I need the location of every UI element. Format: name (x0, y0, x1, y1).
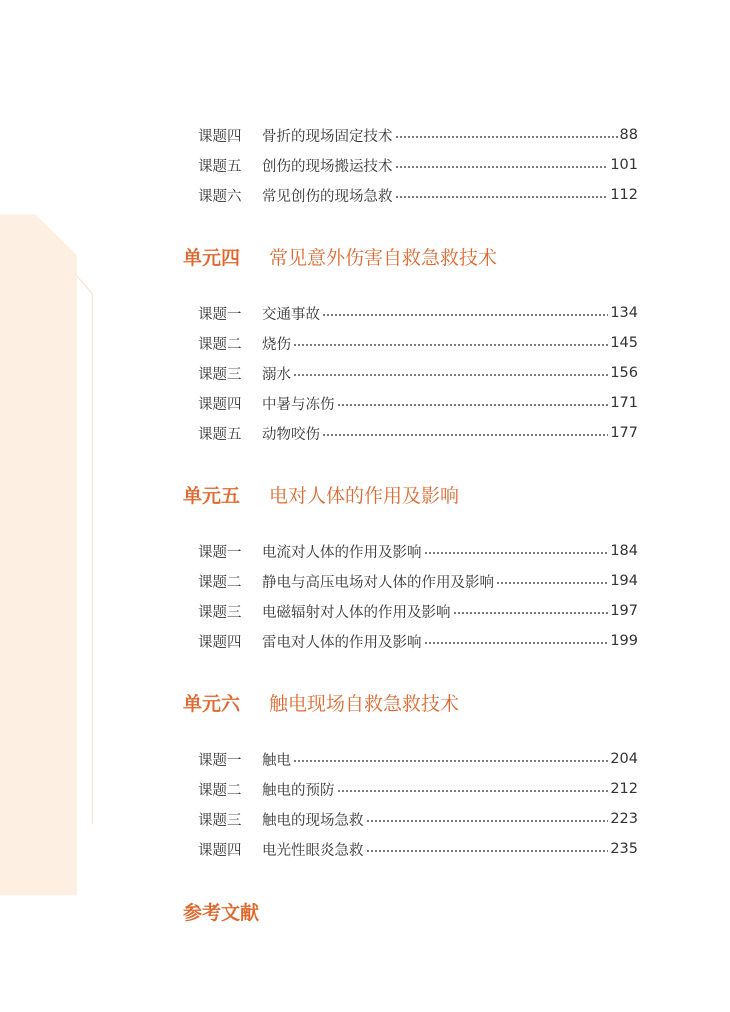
toc-entry[interactable] (198, 154, 638, 176)
lesson-title: 触电的现场急救 (262, 812, 364, 829)
lesson-title: 中暑与冻伤 (262, 396, 335, 413)
page-number: 145 (610, 335, 638, 351)
unit-title: 触电现场自救急救技术 (269, 692, 460, 715)
dot-leader (395, 159, 609, 171)
lesson-number: 课题二 (198, 574, 242, 591)
unit-number: 单元四 (183, 246, 241, 269)
lesson-number: 课题三 (198, 812, 242, 829)
lesson-title: 交通事故 (262, 306, 320, 323)
toc-entry[interactable] (198, 392, 638, 414)
lesson-number: 课题五 (198, 426, 242, 443)
page-number: 101 (610, 157, 638, 173)
page-number: 204 (610, 751, 638, 767)
page-number: 223 (610, 811, 638, 827)
toc-entry[interactable] (198, 808, 638, 830)
dot-leader (322, 307, 608, 319)
lesson-number: 课题一 (198, 752, 242, 769)
toc-entry[interactable] (198, 778, 638, 800)
lesson-number: 课题一 (198, 544, 242, 561)
references-heading[interactable]: 参考文献 (183, 902, 260, 924)
dot-leader (366, 843, 609, 855)
dot-leader (293, 753, 608, 765)
unit-heading[interactable] (183, 480, 459, 508)
lesson-title: 电磁辐射对人体的作用及影响 (262, 604, 451, 621)
unit-number: 单元五 (183, 484, 241, 507)
lesson-number: 课题三 (198, 366, 242, 383)
lesson-number: 课题六 (198, 188, 242, 205)
lesson-title: 电流对人体的作用及影响 (262, 544, 422, 561)
dot-leader (424, 545, 609, 557)
lesson-title: 动物咬伤 (262, 426, 320, 443)
lesson-number: 课题二 (198, 336, 242, 353)
toc-entry[interactable] (198, 540, 638, 562)
unit-heading[interactable] (183, 688, 459, 716)
toc-entry[interactable] (198, 302, 638, 324)
dot-leader (322, 427, 608, 439)
lesson-number: 课题五 (198, 158, 242, 175)
page-number: 171 (610, 395, 638, 411)
toc-entry[interactable] (198, 184, 638, 206)
page-number: 112 (610, 187, 638, 203)
toc-entry[interactable] (198, 630, 638, 652)
unit-number: 单元六 (183, 692, 241, 715)
dot-leader (366, 813, 609, 825)
toc-entry[interactable] (198, 124, 638, 146)
lesson-number: 课题四 (198, 128, 242, 145)
lesson-number: 课题四 (198, 842, 242, 859)
dot-leader (395, 189, 609, 201)
lesson-number: 课题四 (198, 634, 242, 651)
lesson-title: 溺水 (262, 366, 291, 383)
unit-title: 电对人体的作用及影响 (269, 484, 460, 507)
page-number: 235 (610, 841, 638, 857)
dot-leader (337, 783, 609, 795)
toc-entry[interactable] (198, 422, 638, 444)
lesson-title: 静电与高压电场对人体的作用及影响 (262, 574, 494, 591)
lesson-number: 课题四 (198, 396, 242, 413)
dot-leader (496, 575, 608, 587)
page-number: 212 (610, 781, 638, 797)
dot-leader (395, 129, 618, 141)
lesson-title: 触电 (262, 752, 291, 769)
lesson-title: 创伤的现场搬运技术 (262, 158, 393, 175)
page-number: 197 (610, 603, 638, 619)
dot-leader (424, 635, 609, 647)
toc-entry[interactable] (198, 570, 638, 592)
page-number: 177 (610, 425, 638, 441)
toc-entry[interactable] (198, 600, 638, 622)
page-number: 156 (610, 365, 638, 381)
page-number: 194 (610, 573, 638, 589)
toc-entry[interactable] (198, 332, 638, 354)
lesson-title: 骨折的现场固定技术 (262, 128, 393, 145)
lesson-number: 课题二 (198, 782, 242, 799)
toc-entry[interactable] (198, 362, 638, 384)
page-number: 88 (619, 127, 638, 143)
unit-heading[interactable] (183, 242, 497, 270)
unit-title: 常见意外伤害自救急救技术 (269, 246, 498, 269)
dot-leader (453, 605, 609, 617)
dot-leader (293, 337, 608, 349)
toc-entry[interactable] (198, 838, 638, 860)
dot-leader (293, 367, 608, 379)
lesson-number: 课题一 (198, 306, 242, 323)
lesson-title: 触电的预防 (262, 782, 335, 799)
page-number: 134 (610, 305, 638, 321)
lesson-title: 烧伤 (262, 336, 291, 353)
lesson-title: 常见创伤的现场急救 (262, 188, 393, 205)
page-number: 184 (610, 543, 638, 559)
lesson-number: 课题三 (198, 604, 242, 621)
lesson-title: 雷电对人体的作用及影响 (262, 634, 422, 651)
lesson-title: 电光性眼炎急救 (262, 842, 364, 859)
dot-leader (337, 397, 609, 409)
page-number: 199 (610, 633, 638, 649)
toc-entry[interactable] (198, 748, 638, 770)
